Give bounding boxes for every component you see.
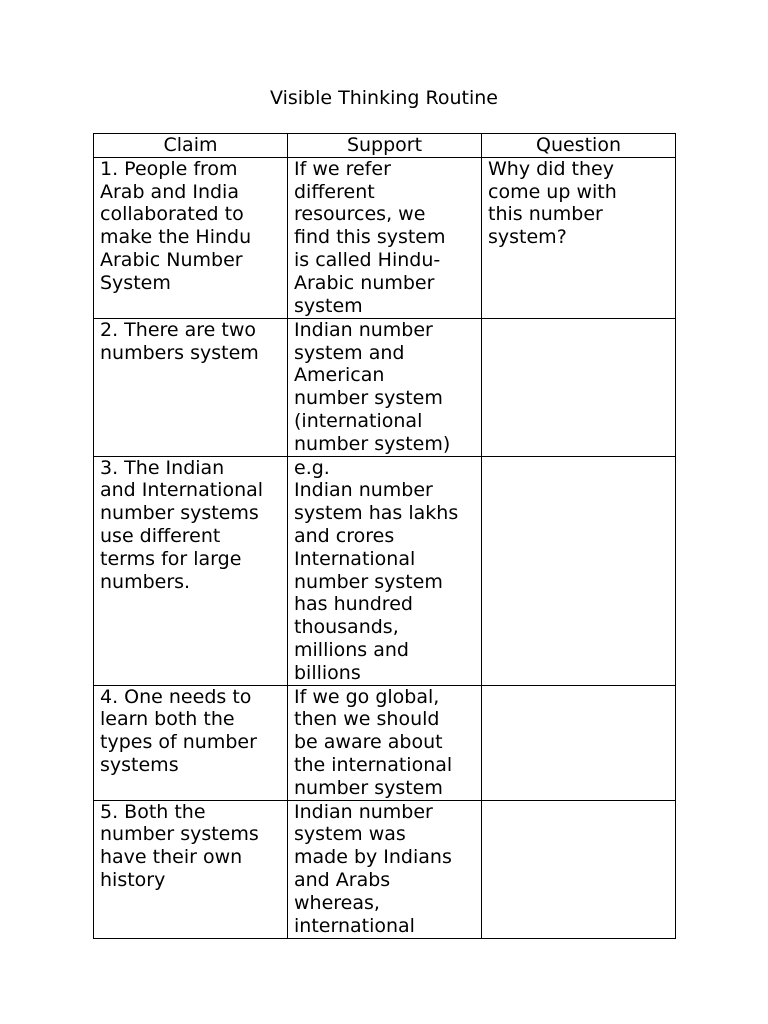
support-text-line: billions (294, 661, 361, 684)
support-text-line: be aware about (294, 731, 443, 754)
table-row (94, 685, 676, 800)
support-text-line: If we go global, (294, 685, 440, 708)
claim-text-line: learn both the (100, 708, 235, 731)
question-cell (482, 157, 676, 318)
support-text-line: system was (294, 823, 406, 846)
question-text-line: Why did they (488, 157, 614, 180)
question-text-line: come up with (488, 180, 617, 203)
visible-thinking-table (93, 133, 676, 939)
support-text-line: system (294, 294, 363, 317)
support-cell (288, 157, 482, 318)
support-text-line: resources, we (294, 203, 426, 226)
claim-text-line: make the Hindu (100, 226, 252, 249)
support-text-line: the international (294, 753, 453, 776)
support-cell (288, 318, 482, 456)
support-text-line: International (294, 547, 416, 570)
question-text-line: system? (488, 226, 567, 249)
claim-cell (94, 800, 288, 938)
claim-text-line: 1. People from (100, 157, 238, 180)
support-text-line: different (294, 180, 375, 203)
claim-text-line: systems (100, 753, 179, 776)
claim-text-line: number systems (100, 823, 259, 846)
support-text-line: Indian number (294, 800, 433, 823)
claim-cell (94, 685, 288, 800)
support-text-line: If we refer (294, 157, 391, 180)
support-cell (288, 685, 482, 800)
claim-text-line: 2. There are two (100, 318, 257, 341)
claim-text-line: 4. One needs to (100, 685, 252, 708)
support-text-line: number system (294, 570, 443, 593)
claim-cell (94, 318, 288, 456)
claim-text-line: types of number (100, 731, 257, 754)
support-text-line: and Arabs (294, 868, 391, 891)
claim-text-line: numbers system (100, 341, 259, 364)
claim-cell (94, 456, 288, 685)
question-cell (482, 685, 676, 800)
header-claim: Claim (94, 134, 288, 158)
support-text-line: find this system (294, 226, 446, 249)
support-text-line: number system) (294, 432, 451, 455)
claim-cell (94, 157, 288, 318)
claim-text-line: terms for large (100, 547, 242, 570)
claim-text-line: 5. Both the (100, 800, 206, 823)
support-text-line: thousands, (294, 616, 399, 639)
table-row (94, 456, 676, 685)
table-row (94, 318, 676, 456)
support-text-line: international (294, 914, 415, 937)
support-text-line: number system (294, 387, 443, 410)
support-text-line: system and (294, 341, 405, 364)
claim-text-line: use different (100, 524, 221, 547)
question-cell (482, 456, 676, 685)
support-text-line: number system (294, 776, 443, 799)
claim-text-line: numbers. (100, 570, 191, 593)
support-text-line: Indian number (294, 479, 433, 502)
claim-text-line: and International (100, 479, 264, 502)
support-text-line: whereas, (294, 891, 380, 914)
support-text-line: (international (294, 409, 423, 432)
header-support: Support (288, 134, 482, 158)
support-text-line: then we should (294, 708, 440, 731)
support-text-line: is called Hindu- (294, 248, 441, 271)
support-text-line: has hundred (294, 593, 413, 616)
claim-text-line: Arabic Number (100, 248, 243, 271)
question-cell (482, 800, 676, 938)
table-row (94, 800, 676, 938)
support-text-line: American (294, 364, 385, 387)
support-text-line: system has lakhs (294, 502, 459, 525)
header-question: Question (482, 134, 676, 158)
table-row (94, 157, 676, 318)
claim-text-line: System (100, 271, 171, 294)
claim-text-line: collaborated to (100, 203, 244, 226)
claim-text-line: have their own (100, 846, 243, 869)
claim-text-line: number systems (100, 502, 259, 525)
support-text-line: Arabic number (294, 271, 435, 294)
support-cell (288, 456, 482, 685)
support-text-line: millions and (294, 638, 409, 661)
question-text-line: this number (488, 203, 603, 226)
claim-text-line: Arab and India (100, 180, 239, 203)
claim-text-line: 3. The Indian (100, 456, 225, 479)
page-title: Visible Thinking Routine (270, 87, 498, 109)
support-text-line: and crores (294, 524, 395, 547)
claim-text-line: history (100, 868, 166, 891)
support-cell (288, 800, 482, 938)
support-text-line: Indian number (294, 318, 433, 341)
question-cell (482, 318, 676, 456)
support-text-line: e.g. (294, 456, 330, 479)
table-header-row (94, 134, 676, 158)
support-text-line: made by Indians (294, 846, 452, 869)
